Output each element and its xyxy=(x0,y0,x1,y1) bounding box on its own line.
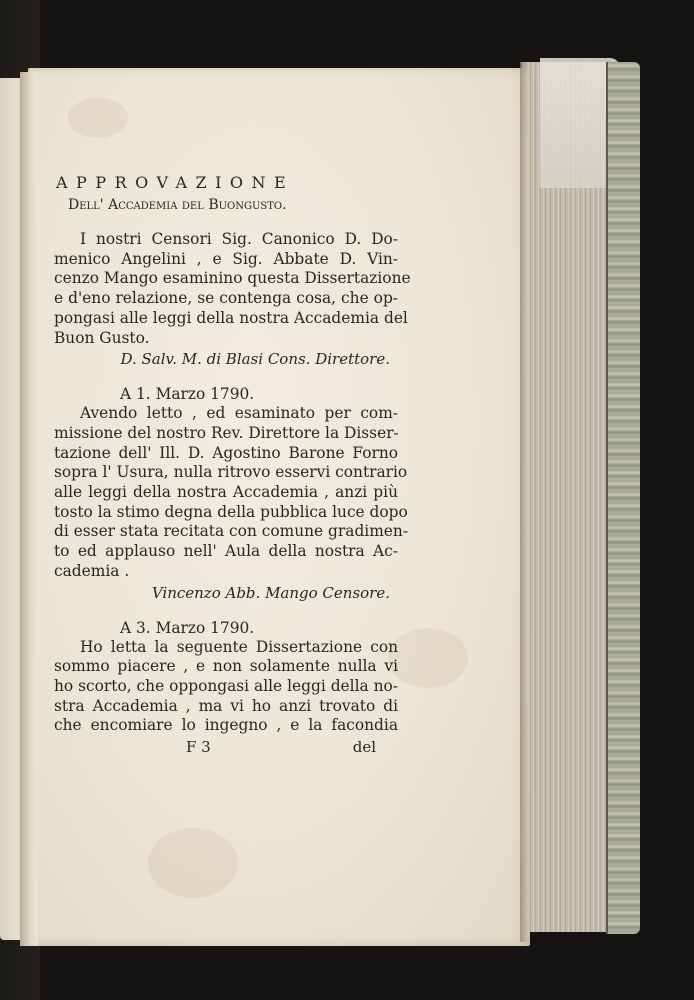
text-line: cenzo Mango esaminino questa Dissertazione xyxy=(54,269,411,288)
text-line: menico Angelini , e Sig. Abbate D. Vin- xyxy=(54,249,398,268)
text-line: sopra l' Usura, nulla ritrovo esservi contrario xyxy=(54,463,408,482)
signature-censor: Vincenzo Abb. Mango Censore. xyxy=(151,583,390,602)
text-line: missione del nostro Rev. Direttore la Disser- xyxy=(54,423,399,442)
text-line: tazione dell' Ill. D. Agostino Barone Forno xyxy=(54,443,398,462)
text-line: pongasi alle leggi della nostra Accademia del xyxy=(54,308,408,327)
text-line: ho scorto, che oppongasi alle leggi della no- xyxy=(54,676,398,695)
text-line: to ed applauso nell' Aula della nostra Ac- xyxy=(54,542,398,561)
heading: APPROVAZIONE xyxy=(56,173,295,192)
signature-director: D. Salv. M. di Blasi Cons. Direttore. xyxy=(120,350,390,369)
paper-stain xyxy=(388,628,468,688)
text-line: Buon Gusto. xyxy=(54,328,150,347)
paragraph-2 xyxy=(54,404,409,581)
subheading: Dell' Accademia del Buongusto. xyxy=(68,197,287,213)
signature-mark: F 3 xyxy=(186,738,211,757)
paragraph-3 xyxy=(54,638,398,737)
text-line: tosto la stimo degna della pubblica luce dopo xyxy=(54,502,408,521)
book-cover-edge xyxy=(606,62,640,934)
page-shadow xyxy=(520,62,528,942)
text-line: Ho letta la seguente Dissertazione con xyxy=(80,637,398,656)
text-line: e d'eno relazione, se contenga cosa, che op- xyxy=(54,289,398,308)
text-line: di esser stata recitata con comune gradimen- xyxy=(54,522,409,541)
page-text xyxy=(54,172,411,758)
text-line: che encomiare lo ingegno , e la facondia xyxy=(54,716,398,735)
text-line: cademia . xyxy=(54,561,130,580)
paper-stain xyxy=(148,828,238,898)
date-2: A 3. Marzo 1790. xyxy=(120,618,255,637)
text-line: stra Accademia , ma vi ho anzi trovato di xyxy=(54,696,398,715)
date-1: A 1. Marzo 1790. xyxy=(120,385,255,404)
text-line: sommo piacere , e non solamente nulla vi xyxy=(54,657,398,676)
page-footer xyxy=(54,736,398,758)
page-gutter xyxy=(20,72,38,946)
text-line: I nostri Censori Sig. Canonico D. Do- xyxy=(80,230,398,248)
paper-stain xyxy=(68,98,128,138)
paragraph-1 xyxy=(54,230,411,348)
catchword: del xyxy=(352,738,376,757)
text-line: Avendo letto , ed esaminato per com- xyxy=(80,404,398,423)
page-block-edge xyxy=(520,62,614,932)
text-line: alle leggi della nostra Accademia , anzi più xyxy=(54,483,398,502)
